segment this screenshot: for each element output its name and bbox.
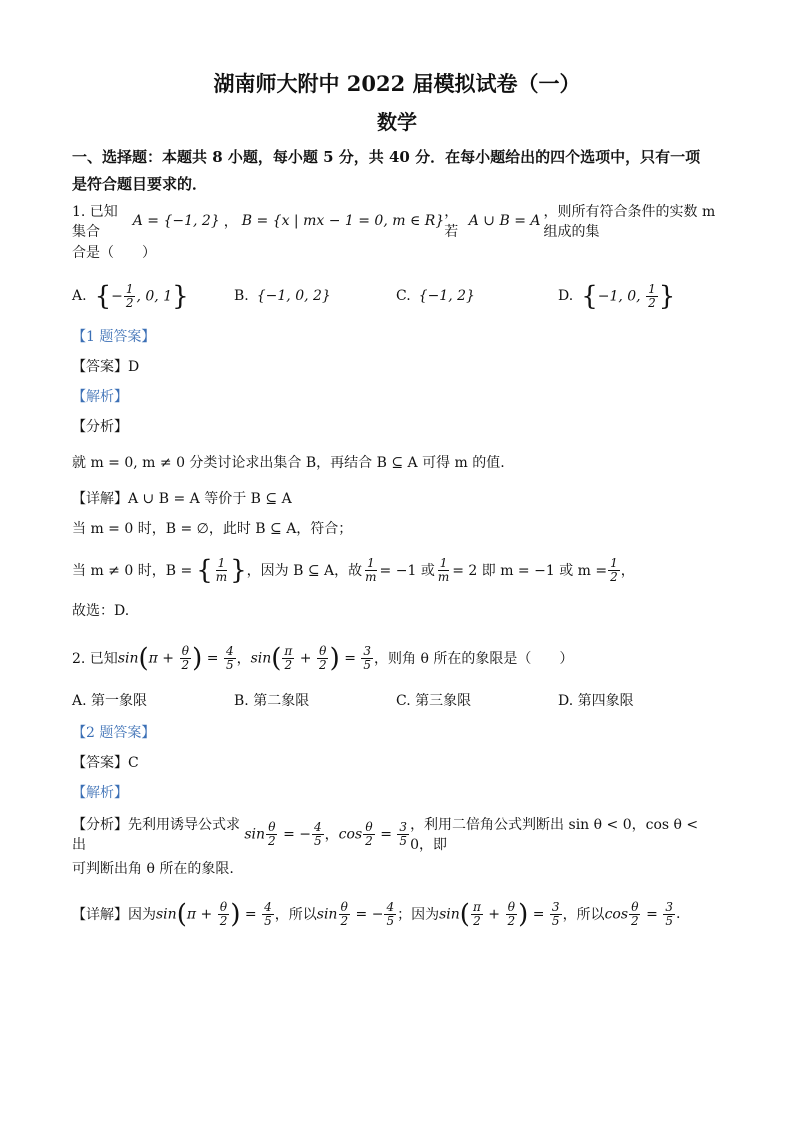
q1-detail-line2: 当 m = 0 时，B = ∅，此时 B ⊆ A，符合； (72, 521, 353, 537)
q1-set-b: B = {x | mx − 1 = 0, m ∈ R} (241, 213, 445, 229)
q2-stem: 2. 已知 sin(π + $\frac{\theta}{2}$ ) = $\frac{4}{5}$ ， sin( $\frac{\pi}{2}$ + $\frac{\theta}{2}$ ) = $\frac{3}{5}$ ，则角 θ 所在的象限是（ ） (72, 643, 574, 673)
q2-fenxi-line2: 可判断出角 θ 所在的象限. (72, 861, 234, 877)
q2-detail: 【详解】因为 sin(π + $\frac{\theta}{2}$ ) = $\frac{4}{5}$ ，所以 sin $\frac{\theta}{2}$ = − $\frac{4}{5}$ ；因为 sin( $\frac{\pi}{2}$ + $\frac{\theta}{2}$ ) = $\frac{3}{5}$ ，所以 cos $\frac{\theta}{2}$ = $\frac{3}{5}$ . (72, 899, 681, 929)
q2-fenxi: 【分析】先利用诱导公式求出 sin $\frac{\theta}{2}$ = − $\frac{4}{5}$ ， cos $\frac{\theta}{2}$ = $\frac{3}{5}$ ，利用二倍角公式判断出 sin θ < 0，cos θ < 0，即 (72, 817, 699, 853)
q1-choose: 故选：D. (72, 603, 130, 619)
q2-option-b[interactable]: B. 第二象限 (234, 693, 310, 709)
q1-fenxi-tag: 【分析】 (72, 419, 128, 435)
question-2 (72, 638, 722, 934)
q1-detail-line1: 【详解】A ∪ B = A 等价于 B ⊆ A (72, 491, 292, 507)
q1-stem-prefix: 1. 已知集合 (72, 204, 118, 240)
q2-options (72, 690, 722, 710)
subject-title: 数学 (377, 110, 417, 134)
comma: ， (223, 214, 238, 230)
q2-answer: 【答案】C (72, 755, 139, 771)
q2-answer-tag: 【2 题答案】 (72, 725, 156, 741)
section-heading-line2: 是符合题目要求的． (72, 175, 208, 193)
q1-stem-line2: 合是（ ） (72, 245, 156, 261)
section-heading (72, 144, 722, 198)
q1-answer-tag: 【1 题答案】 (72, 329, 156, 345)
q1-options (72, 276, 722, 316)
q2-option-d[interactable]: D. 第四象限 (558, 693, 634, 709)
q1-stem-suffix: ，则所有符合条件的实数 m 组成的集 (543, 204, 716, 240)
q1-stem-mid: ，若 (444, 204, 459, 240)
q1-set-a: A = {−1, 2} (132, 213, 220, 229)
q1-option-d-value: {−1, 0, $\frac{1}{2}$ } (581, 281, 676, 311)
q1-option-b[interactable]: B. {−1, 0, 2} (234, 288, 331, 304)
q2-eq1: sin(π + $\frac{\theta}{2}$ ) = $\frac{4}{5}$ (117, 643, 234, 673)
section-heading-line1: 一、选择题：本题共 8 小题，每小题 5 分，共 40 分．在每小题给出的四个选项中，只有一项 (72, 148, 701, 166)
q1-option-a[interactable]: A. {− $\frac{1}{2}$ , 0, 1} (72, 281, 189, 311)
q2-option-c[interactable]: C. 第三象限 (396, 693, 472, 709)
q2-option-a[interactable]: A. 第一象限 (72, 693, 148, 709)
q1-option-d[interactable]: D. {−1, 0, $\frac{1}{2}$ } (558, 281, 676, 311)
q1-analysis-tag: 【解析】 (72, 389, 128, 405)
q1-condition: A ∪ B = A (468, 213, 541, 229)
q2-analysis-tag: 【解析】 (72, 785, 128, 801)
q1-option-a-value: {− $\frac{1}{2}$ , 0, 1} (94, 281, 189, 311)
q1-detail-line3: 当 m ≠ 0 时，B = { $\frac{1}{m}$ } ，因为 B ⊆ A，故 $\frac{1}{m}$ = −1 或 $\frac{1}{m}$ = 2 即 m = −1 或 m = $\frac{1}{2}$ ， (72, 555, 635, 585)
q1-stem (72, 204, 722, 240)
q1-fenxi-text: 就 m = 0, m ≠ 0 分类讨论求出集合 B，再结合 B ⊆ A 可得 m 的值. (72, 455, 505, 471)
q1-answer: 【答案】D (72, 359, 140, 375)
q2-eq2: sin( $\frac{\pi}{2}$ + $\frac{\theta}{2}$ ) = $\frac{3}{5}$ (250, 643, 372, 673)
page-title: 湖南师大附中 2022 届模拟试卷（一） (213, 71, 581, 96)
q1-option-c[interactable]: C. {−1, 2} (396, 288, 475, 304)
question-1 (72, 206, 722, 622)
